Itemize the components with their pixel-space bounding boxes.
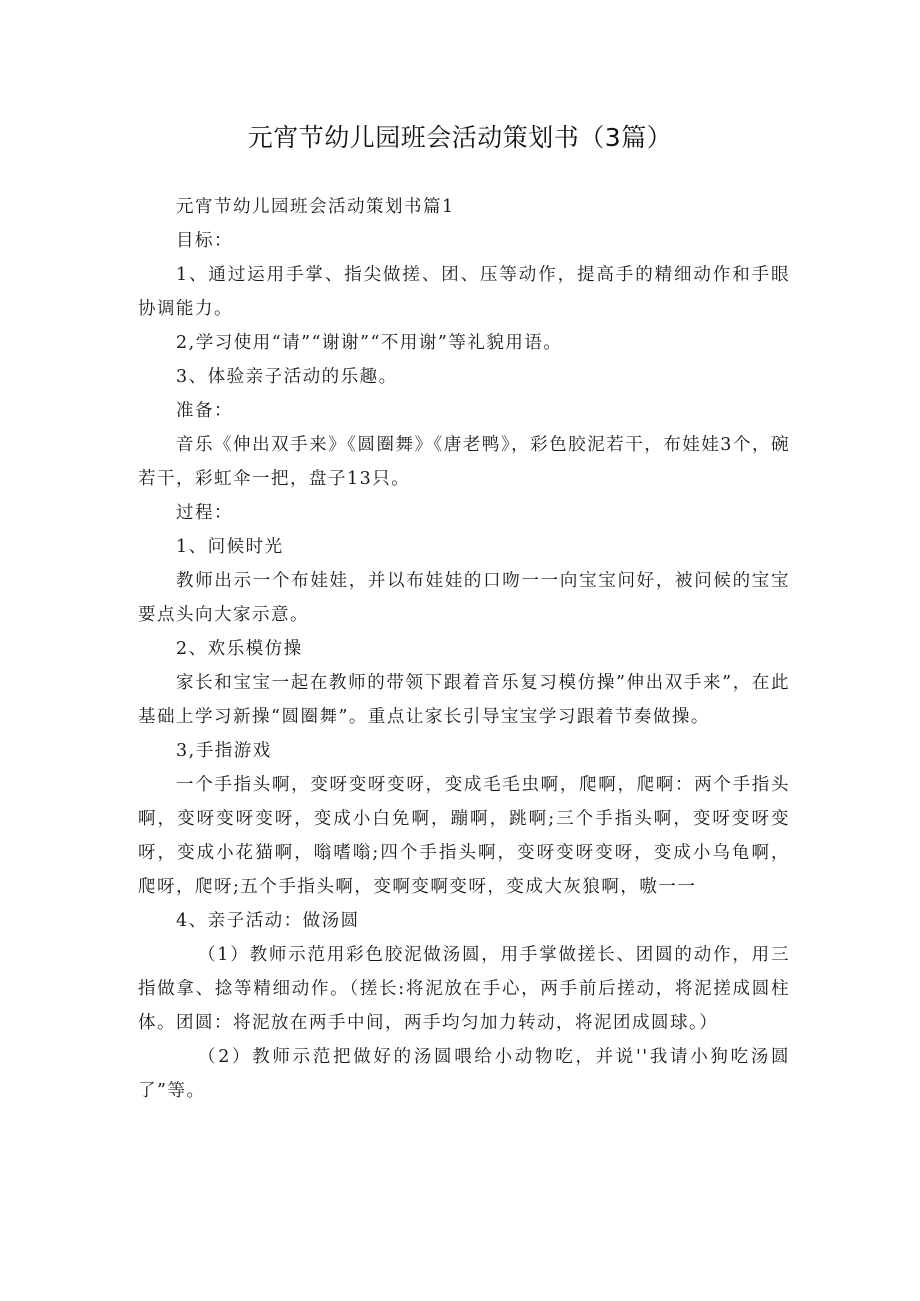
prep-heading: 准备：: [176, 401, 233, 421]
goal-item: 2,学习使用“请”“谢谢”“不用谢”等礼貌用语。: [176, 333, 563, 353]
step-subitem: （1）教师示范用彩色胶泥做汤圆，用手掌做搓长、团圆的动作，用三指做拿、捻等精细动作。（搓长:将泥放在手心，两手前后搓动，将泥搓成圆柱体。团圆：将泥放在两手中间，两手均匀加力转动，将泥团成圆球。）: [138, 945, 790, 1033]
step-subitem: （2）教师示范把做好的汤圆喂给小动物吃，并说''我请小狗吃汤圆了”等。: [138, 1047, 790, 1101]
goal-heading: 目标：: [176, 231, 233, 251]
step-heading: 2、欢乐模仿操: [176, 639, 303, 659]
step-heading: 1、问候时光: [176, 537, 284, 557]
step-heading: 3,手指游戏: [176, 741, 272, 761]
document-body: [138, 190, 790, 1108]
step-heading: 4、亲子活动：做汤圆: [176, 911, 360, 931]
document-title: 元宵节幼儿园班会活动策划书（3篇）: [247, 123, 673, 152]
goal-item: 3、体验亲子活动的乐趣。: [176, 367, 398, 387]
process-heading: 过程：: [176, 503, 233, 523]
step-text: 教师出示一个布娃娃，并以布娃娃的口吻一一向宝宝问好，被问候的宝宝要点头向大家示意。: [138, 571, 790, 625]
section-heading: 元宵节幼儿园班会活动策划书篇1: [176, 197, 455, 217]
step-text: 家长和宝宝一起在教师的带领下跟着音乐复习模仿操”伸出双手来”，在此基础上学习新操“圆圈舞”。重点让家长引导宝宝学习跟着节奏做操。: [138, 673, 790, 727]
goal-item: 1、通过运用手掌、指尖做搓、团、压等动作，提高手的精细动作和手眼协调能力。: [138, 265, 790, 319]
step-text: 一个手指头啊，变呀变呀变呀，变成毛毛虫啊，爬啊，爬啊：两个手指头啊，变呀变呀变呀，变成小白免啊，蹦啊，跳啊;三个手指头啊，变呀变呀变呀，变成小花猫啊，嗡嗜嗡;四个手指头啊，变呀变呀变呀，变成小乌龟啊，爬呀，爬呀;五个手指头啊，变啊变啊变呀，变成大灰狼啊，嗷一一: [138, 775, 790, 897]
prep-text: 音乐《伸出双手来》《圆圈舞》《唐老鸭》，彩色胶泥若干，布娃娃3个，碗若干，彩虹伞一把，盘子13只。: [138, 435, 790, 489]
